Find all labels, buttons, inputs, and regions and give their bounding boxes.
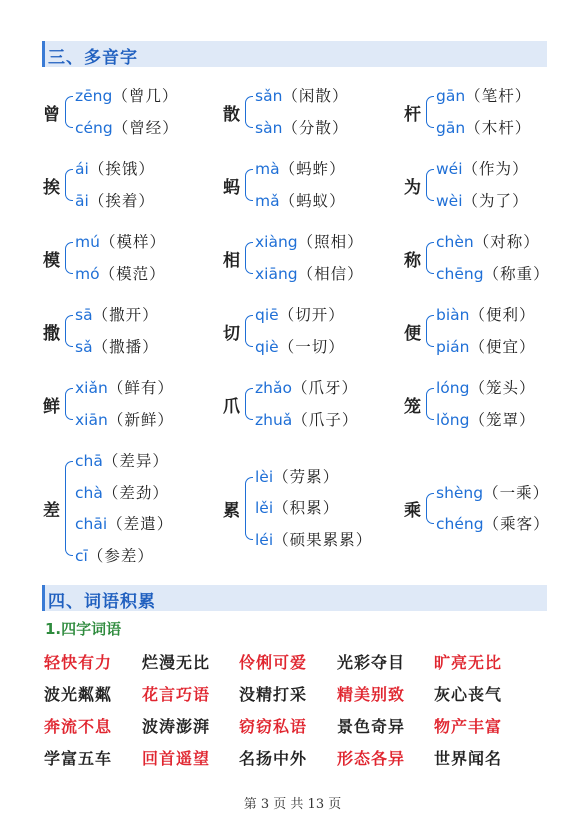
- paren-open: （: [469, 337, 486, 356]
- example-word: 乘客: [500, 515, 534, 533]
- reading-row: [436, 232, 540, 252]
- brace-line: [65, 461, 73, 556]
- reading-row: [255, 264, 364, 284]
- paren-close: ）: [532, 483, 550, 502]
- paren-close: ）: [138, 160, 155, 178]
- paren-open: （: [107, 410, 125, 429]
- page-footer: 第 3 页 共 13 页: [243, 797, 342, 812]
- pinyin: chāi: [75, 515, 108, 533]
- paren-close: ）: [137, 546, 154, 565]
- paren-open: （: [483, 483, 500, 502]
- paren-open: （: [473, 233, 491, 251]
- paren-open: （: [469, 306, 486, 324]
- polyphonic-char: 累: [223, 501, 240, 522]
- reading-row: [75, 337, 159, 357]
- brace-line: [245, 477, 253, 540]
- paren-close: ）: [138, 191, 155, 210]
- idiom: 花言巧语: [142, 685, 211, 704]
- pinyin: wèi: [436, 191, 463, 210]
- example-word: 硕果累累: [289, 530, 356, 549]
- pinyin: sā: [75, 306, 93, 324]
- pinyin: chèn: [436, 233, 474, 251]
- paren-close: ）: [328, 306, 345, 324]
- polyphonic-char: 爪: [223, 396, 240, 417]
- example-word: 便利: [485, 306, 519, 324]
- pinyin: zēng: [75, 87, 113, 105]
- reading-row: [255, 86, 348, 106]
- reading-row: [436, 378, 536, 398]
- reading-row: [255, 378, 358, 398]
- paren-open: （: [107, 379, 125, 397]
- idiom: 回首遥望: [142, 749, 211, 768]
- example-word: 撒播: [109, 337, 143, 356]
- pinyin: xiāng: [255, 264, 298, 283]
- paren-close: ）: [142, 337, 159, 356]
- example-word: 新鲜: [124, 410, 158, 429]
- polyphonic-char: 撒: [43, 323, 60, 344]
- example-word: 挨饿: [105, 160, 139, 178]
- example-word: 差异: [119, 452, 153, 470]
- reading-row: [255, 232, 364, 252]
- example-word: 撒开: [109, 306, 143, 324]
- paren-open: （: [282, 118, 299, 137]
- pinyin: sàn: [255, 118, 283, 137]
- brace-line: [426, 493, 434, 525]
- paren-open: （: [279, 191, 297, 210]
- reading-row: [255, 498, 339, 518]
- idiom: 奔流不息: [44, 717, 113, 736]
- reading-row: [75, 86, 178, 106]
- idiom: 形态各异: [337, 749, 406, 768]
- paren-open: （: [462, 191, 480, 210]
- idiom: 波光粼粼: [44, 685, 113, 704]
- reading-row: [436, 264, 550, 284]
- section-4-title: 四、词语积累: [48, 592, 156, 612]
- paren-close: ）: [329, 191, 346, 210]
- paren-open: （: [92, 306, 110, 324]
- idiom: 名扬中外: [239, 749, 308, 768]
- example-word: 笼罩: [485, 410, 519, 429]
- pinyin: qiè: [255, 337, 279, 356]
- reading-row: [75, 378, 174, 398]
- paren-close: ）: [152, 452, 169, 470]
- example-word: 挨着: [105, 191, 139, 210]
- pinyin: lèi: [255, 467, 274, 486]
- pinyin: lěi: [255, 499, 274, 518]
- example-word: 笔杆: [481, 87, 515, 105]
- brace-line: [245, 315, 253, 347]
- idiom: 烂漫无比: [142, 653, 211, 672]
- reading-row: [75, 451, 169, 471]
- idiom: 光彩夺目: [337, 653, 406, 672]
- pinyin: chéng: [436, 515, 484, 533]
- paren-open: （: [102, 483, 120, 502]
- pinyin: wéi: [436, 160, 463, 178]
- section-3-title: 三、多音字: [48, 48, 138, 68]
- example-word: 闲散: [298, 87, 332, 105]
- idiom: 物产丰富: [434, 717, 503, 736]
- reading-row: [75, 232, 166, 252]
- pinyin: ái: [75, 160, 89, 178]
- reading-row: [75, 546, 154, 566]
- reading-row: [436, 410, 536, 430]
- idiom: 旷亮无比: [434, 653, 503, 672]
- brace-line: [65, 242, 73, 274]
- polyphonic-char: 模: [43, 250, 60, 271]
- paren-close: ）: [142, 306, 159, 324]
- polyphonic-char: 笼: [404, 396, 421, 417]
- paren-open: （: [278, 337, 296, 356]
- paren-close: ）: [161, 87, 179, 105]
- idiom: 窃窃私语: [239, 717, 308, 736]
- paren-open: （: [273, 467, 290, 486]
- idiom: 学富五车: [44, 749, 113, 768]
- brace-line: [426, 169, 434, 201]
- example-word: 照相: [314, 233, 348, 251]
- paren-close: ）: [518, 410, 536, 429]
- reading-row: [255, 118, 348, 138]
- brace-line: [245, 169, 253, 201]
- polyphonic-char: 鲜: [43, 396, 60, 417]
- example-word: 劳累: [289, 467, 323, 486]
- pinyin: léi: [255, 530, 274, 549]
- polyphonic-char: 蚂: [223, 177, 240, 198]
- paren-close: ）: [149, 264, 166, 283]
- pinyin: lǒng: [436, 410, 470, 429]
- paren-close: ）: [341, 379, 358, 397]
- reading-row: [436, 159, 529, 179]
- example-word: 对称: [490, 233, 524, 251]
- pinyin: gān: [436, 87, 466, 105]
- example-word: 称重: [500, 264, 534, 283]
- idiom: 景色奇异: [337, 717, 406, 736]
- paren-open: （: [88, 160, 106, 178]
- reading-row: [255, 159, 346, 179]
- reading-row: [75, 483, 169, 503]
- example-word: 差劲: [119, 483, 153, 502]
- polyphonic-char: 称: [404, 250, 421, 271]
- example-word: 一乘: [499, 483, 533, 502]
- reading-row: [75, 191, 155, 211]
- pinyin: āi: [75, 191, 89, 210]
- paren-close: ）: [355, 530, 373, 549]
- paren-close: ）: [512, 191, 529, 210]
- paren-close: ）: [156, 515, 174, 533]
- polyphonic-char: 便: [404, 323, 421, 344]
- section-3-header: [42, 41, 547, 67]
- pinyin: xiàng: [255, 233, 298, 251]
- paren-close: ）: [152, 483, 169, 502]
- example-word: 蚂蚱: [296, 160, 330, 178]
- example-word: 分散: [298, 118, 332, 137]
- reading-row: [75, 159, 155, 179]
- paren-close: ）: [519, 306, 536, 324]
- example-word: 曾经: [129, 118, 163, 137]
- pinyin: chēng: [436, 264, 484, 283]
- reading-row: [75, 305, 159, 325]
- brace-line: [245, 388, 253, 420]
- paren-open: （: [292, 410, 309, 429]
- example-word: 切开: [295, 306, 329, 324]
- paren-close: ）: [331, 118, 349, 137]
- brace-line: [426, 388, 434, 420]
- paren-open: （: [112, 118, 130, 137]
- paren-close: ）: [518, 379, 536, 397]
- paren-close: ）: [514, 87, 532, 105]
- example-word: 曾几: [128, 87, 162, 105]
- polyphonic-char: 为: [404, 177, 421, 198]
- pinyin: céng: [75, 118, 113, 137]
- example-word: 一切: [295, 337, 329, 356]
- polyphonic-char: 切: [223, 323, 240, 344]
- polyphonic-char: 差: [43, 501, 60, 522]
- example-word: 木杆: [481, 118, 515, 137]
- pinyin: mú: [75, 233, 100, 251]
- section-4-header: [42, 585, 547, 611]
- reading-row: [436, 118, 531, 138]
- reading-row: [255, 337, 345, 357]
- polyphonic-char: 相: [223, 250, 240, 271]
- idiom: 精美别致: [337, 685, 406, 704]
- pinyin: cī: [75, 546, 88, 565]
- paren-open: （: [483, 264, 501, 283]
- paren-open: （: [297, 264, 315, 283]
- paren-close: ）: [512, 160, 529, 178]
- paren-open: （: [112, 87, 129, 105]
- paren-close: ）: [519, 337, 536, 356]
- example-word: 差遣: [123, 515, 157, 533]
- pinyin: biàn: [436, 306, 470, 324]
- reading-row: [255, 410, 358, 430]
- polyphonic-char: 曾: [43, 104, 60, 125]
- paren-open: （: [102, 452, 120, 470]
- example-word: 为了: [479, 191, 513, 210]
- reading-row: [75, 410, 174, 430]
- paren-open: （: [99, 264, 117, 283]
- example-word: 相信: [314, 264, 348, 283]
- pinyin: xiān: [75, 410, 108, 429]
- example-word: 作为: [479, 160, 513, 178]
- brace-line: [245, 242, 253, 274]
- paren-open: （: [291, 379, 309, 397]
- example-word: 爪牙: [308, 379, 342, 397]
- example-word: 模样: [116, 233, 150, 251]
- example-word: 积累: [289, 499, 323, 518]
- example-word: 笼头: [485, 379, 519, 397]
- paren-open: （: [483, 515, 501, 533]
- paren-open: （: [273, 499, 290, 518]
- paren-close: ）: [331, 87, 349, 105]
- reading-row: [75, 264, 166, 284]
- paren-open: （: [88, 191, 106, 210]
- pinyin: lóng: [436, 379, 470, 397]
- paren-close: ）: [149, 233, 166, 251]
- paren-open: （: [465, 118, 482, 137]
- example-word: 便宜: [485, 337, 519, 356]
- paren-open: （: [273, 530, 290, 549]
- paren-close: ）: [514, 118, 532, 137]
- reading-row: [255, 530, 372, 550]
- pinyin: gān: [436, 118, 466, 137]
- paren-close: ）: [322, 467, 340, 486]
- polyphonic-char: 散: [223, 104, 240, 125]
- idiom: 伶俐可爱: [239, 653, 308, 672]
- subsection-title: 1.四字词语: [45, 620, 122, 638]
- reading-row: [436, 86, 531, 106]
- example-word: 蚂蚁: [296, 191, 330, 210]
- paren-close: ）: [157, 379, 174, 397]
- idiom: 没精打采: [239, 685, 308, 704]
- reading-row: [75, 514, 173, 534]
- paren-close: ）: [347, 233, 364, 251]
- paren-open: （: [462, 160, 480, 178]
- paren-close: ）: [157, 410, 174, 429]
- paren-close: ）: [162, 118, 179, 137]
- paren-open: （: [297, 233, 315, 251]
- reading-row: [255, 305, 345, 325]
- reading-row: [255, 191, 346, 211]
- paren-open: （: [92, 337, 110, 356]
- reading-row: [255, 467, 339, 487]
- brace-line: [426, 96, 434, 128]
- pinyin: mà: [255, 160, 280, 178]
- pinyin: chā: [75, 452, 103, 470]
- pinyin: qiē: [255, 306, 279, 324]
- pinyin: pián: [436, 337, 470, 356]
- paren-close: ）: [533, 515, 550, 533]
- pinyin: mó: [75, 264, 100, 283]
- paren-close: ）: [328, 337, 345, 356]
- idiom: 灰心丧气: [434, 685, 503, 704]
- pinyin: chà: [75, 483, 103, 502]
- reading-row: [75, 118, 179, 138]
- paren-close: ）: [329, 160, 346, 178]
- example-word: 鲜有: [124, 379, 158, 397]
- reading-row: [436, 337, 536, 357]
- example-word: 爪子: [308, 410, 342, 429]
- paren-open: （: [279, 160, 297, 178]
- paren-open: （: [87, 546, 105, 565]
- pinyin: shèng: [436, 483, 484, 502]
- paren-open: （: [99, 233, 117, 251]
- example-word: 模范: [116, 264, 150, 283]
- pinyin: xiǎn: [75, 379, 108, 397]
- polyphonic-char: 挨: [43, 177, 60, 198]
- pinyin: zhǎo: [255, 379, 292, 397]
- idiom: 世界闻名: [434, 749, 503, 768]
- paren-open: （: [469, 379, 486, 397]
- idiom: 轻快有力: [44, 653, 113, 672]
- brace-line: [65, 96, 73, 128]
- paren-close: ）: [533, 264, 550, 283]
- paren-close: ）: [322, 499, 340, 518]
- polyphonic-char: 乘: [404, 501, 421, 522]
- pinyin: zhuǎ: [255, 410, 293, 429]
- example-word: 参差: [104, 546, 138, 565]
- brace-line: [65, 315, 73, 347]
- paren-open: （: [469, 410, 486, 429]
- brace-line: [65, 388, 73, 420]
- paren-open: （: [278, 306, 296, 324]
- pinyin: sǎn: [255, 87, 283, 105]
- pinyin: mǎ: [255, 191, 280, 210]
- paren-close: ）: [347, 264, 364, 283]
- paren-open: （: [107, 515, 124, 533]
- brace-line: [426, 315, 434, 347]
- polyphonic-char: 杆: [404, 104, 421, 125]
- reading-row: [436, 191, 529, 211]
- reading-row: [436, 514, 550, 534]
- reading-row: [436, 305, 536, 325]
- paren-open: （: [465, 87, 482, 105]
- brace-line: [65, 169, 73, 201]
- paren-open: （: [282, 87, 299, 105]
- idiom: 波涛澎湃: [142, 717, 211, 736]
- reading-row: [436, 483, 549, 503]
- paren-close: ）: [341, 410, 359, 429]
- paren-close: ）: [523, 233, 540, 251]
- brace-line: [245, 96, 253, 128]
- pinyin: sǎ: [75, 337, 93, 356]
- brace-line: [426, 242, 434, 274]
